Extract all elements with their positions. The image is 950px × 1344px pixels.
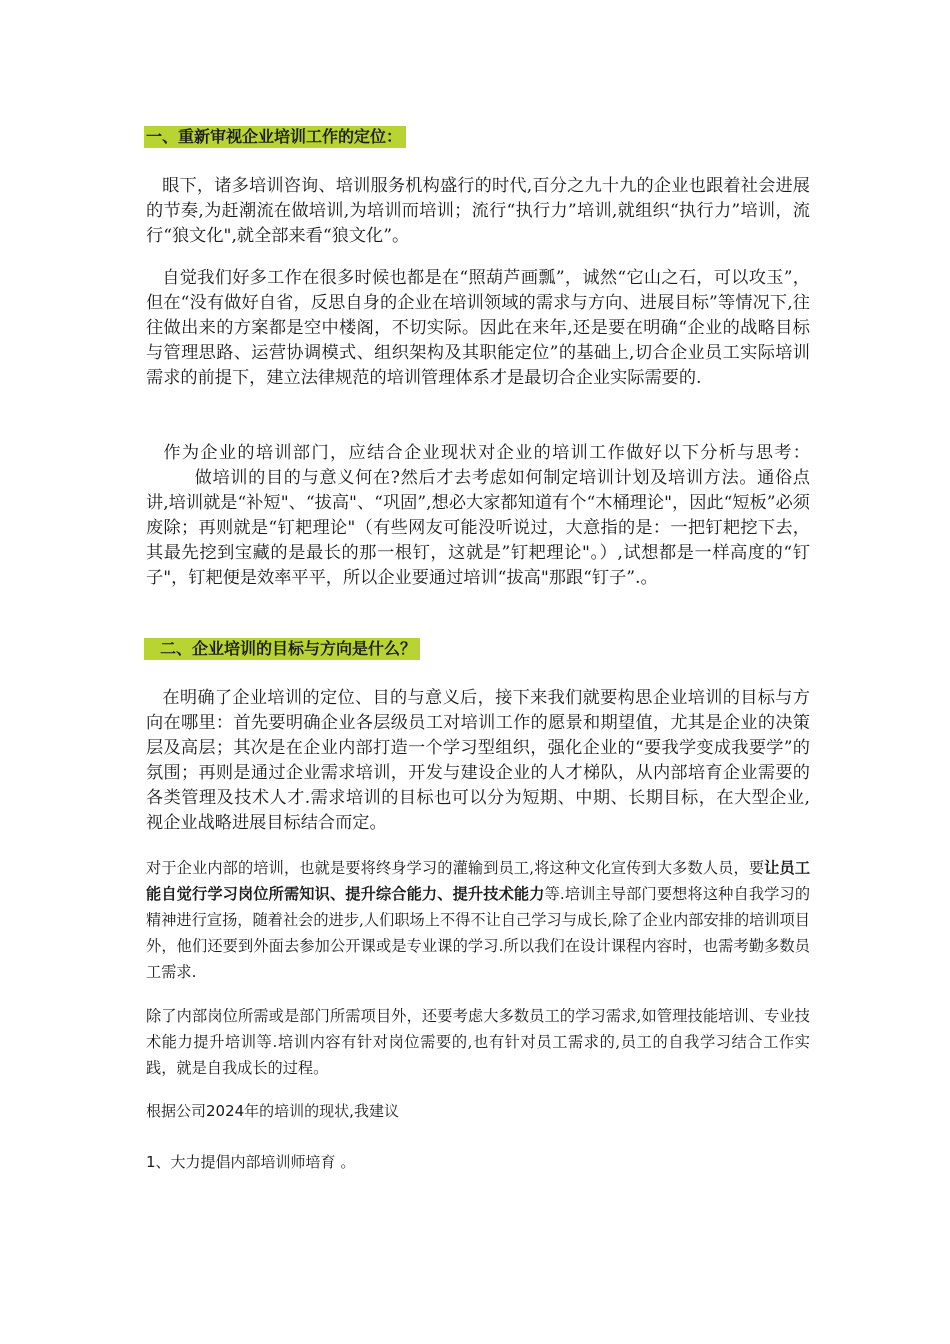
section-2-paragraph-2 [146,855,810,985]
section-1-paragraph-2-text: 自觉我们好多工作在很多时候也都是在“照葫芦画瓢”，诚然“它山之石，可以攻玉”，但在“没有做好自省，反思自身的企业在培训领域的需求与方向、进展目标”等情况下,往往做出来的方案都是空中楼阁，不切实际。因此在来年,还是要在明确“企业的战略目标与管理思路、运营协调模式、组织架构及其职能定位”的基础上,切合企业员工实际培训需求的前提下，建立法律规范的培训管理体系才是最切合企业实际需要的. [146,268,810,388]
section-2-heading: 二、企业培训的目标与方向是什么？ [144,638,420,660]
recommendation-item-1: 1、大力提倡内部培训师培育 。 [146,1153,356,1171]
section-1-paragraph-2 [146,266,810,391]
section-1-paragraph-3 [146,441,810,591]
section-1-paragraph-3a-text: 作为企业的培训部门，应结合企业现状对企业的培训工作做好以下分析与思考： [162,443,810,463]
recommendation-intro: 根据公司2024年的培训的现状,我建议 [146,1102,399,1120]
section-2-paragraph-3 [146,1003,810,1081]
section-1-paragraph-3b-text: 做培训的目的与意义何在?然后才去考虑如何制定培训计划及培训方法。通俗点讲,培训就是“补短"、“拔高"、“巩固”,想必大家都知道有个“木桶理论"，因此“短板”必须废除；再则就是“钉耙理论"（有些网友可能没听说过，大意指的是：一把钉耙挖下去，其最先挖到宝藏的是最长的那一根钉，这就是”钉耙理论"。）,试想都是一样高度的“钉子"，钉耙便是效率平平，所以企业要通过培训“拔高"那跟“钉子”.。 [146,468,810,588]
section-1-heading: 一、重新审视企业培训工作的定位： [144,126,406,148]
section-2-paragraph-2-text-before: 对于企业内部的培训，也就是要将终身学习的灌输到员工,将这种文化宣传到大多数人员，要 [146,859,765,877]
section-2-paragraph-3-text: 除了内部岗位所需或是部门所需项目外，还要考虑大多数员工的学习需求,如管理技能培训、专业技术能力提升培训等.培训内容有针对岗位需要的,也有针对员工需求的,员工的自我学习结合工作实践，就是自我成长的过程。 [146,1007,810,1077]
section-2-paragraph-1 [146,686,810,836]
section-1-paragraph-1-text: 眼下，诸多培训咨询、培训服务机构盛行的时代,百分之九十九的企业也跟着社会进展的节奏,为赶潮流在做培训,为培训而培训；流行“执行力”培训,就组织“执行力”培训，流行“狼文化",就全部来看“狼文化”。 [146,176,810,246]
section-2-paragraph-1-text: 在明确了企业培训的定位、目的与意义后，接下来我们就要构思企业培训的目标与方向在哪里：首先要明确企业各层级员工对培训工作的愿景和期望值，尤其是企业的决策层及高层；其次是在企业内部打造一个学习型组织，强化企业的“要我学变成我要学”的氛围；再则是通过企业需求培训，开发与建设企业的人才梯队，从内部培育企业需要的各类管理及技术人才.需求培训的目标也可以分为短期、中期、长期目标，在大型企业,视企业战略进展目标结合而定。 [146,688,810,833]
section-1-paragraph-1 [146,174,810,249]
section-2-paragraph-2-text-after: 等.培训主导部门要想将这种自我学习的精神进行宣扬，随着社会的进步,人们职场上不得不让自己学习与成长,除了企业内部安排的培训项目外，他们还要到外面去参加公开课或是专业课的学习.所以我们在设计课程内容时，也需考勤多数员工需求. [146,885,811,981]
section-2-paragraph-2-bold-text: 让员工能自觉行学习岗位所需知识、提升综合能力、提升技术能力 [146,859,811,903]
